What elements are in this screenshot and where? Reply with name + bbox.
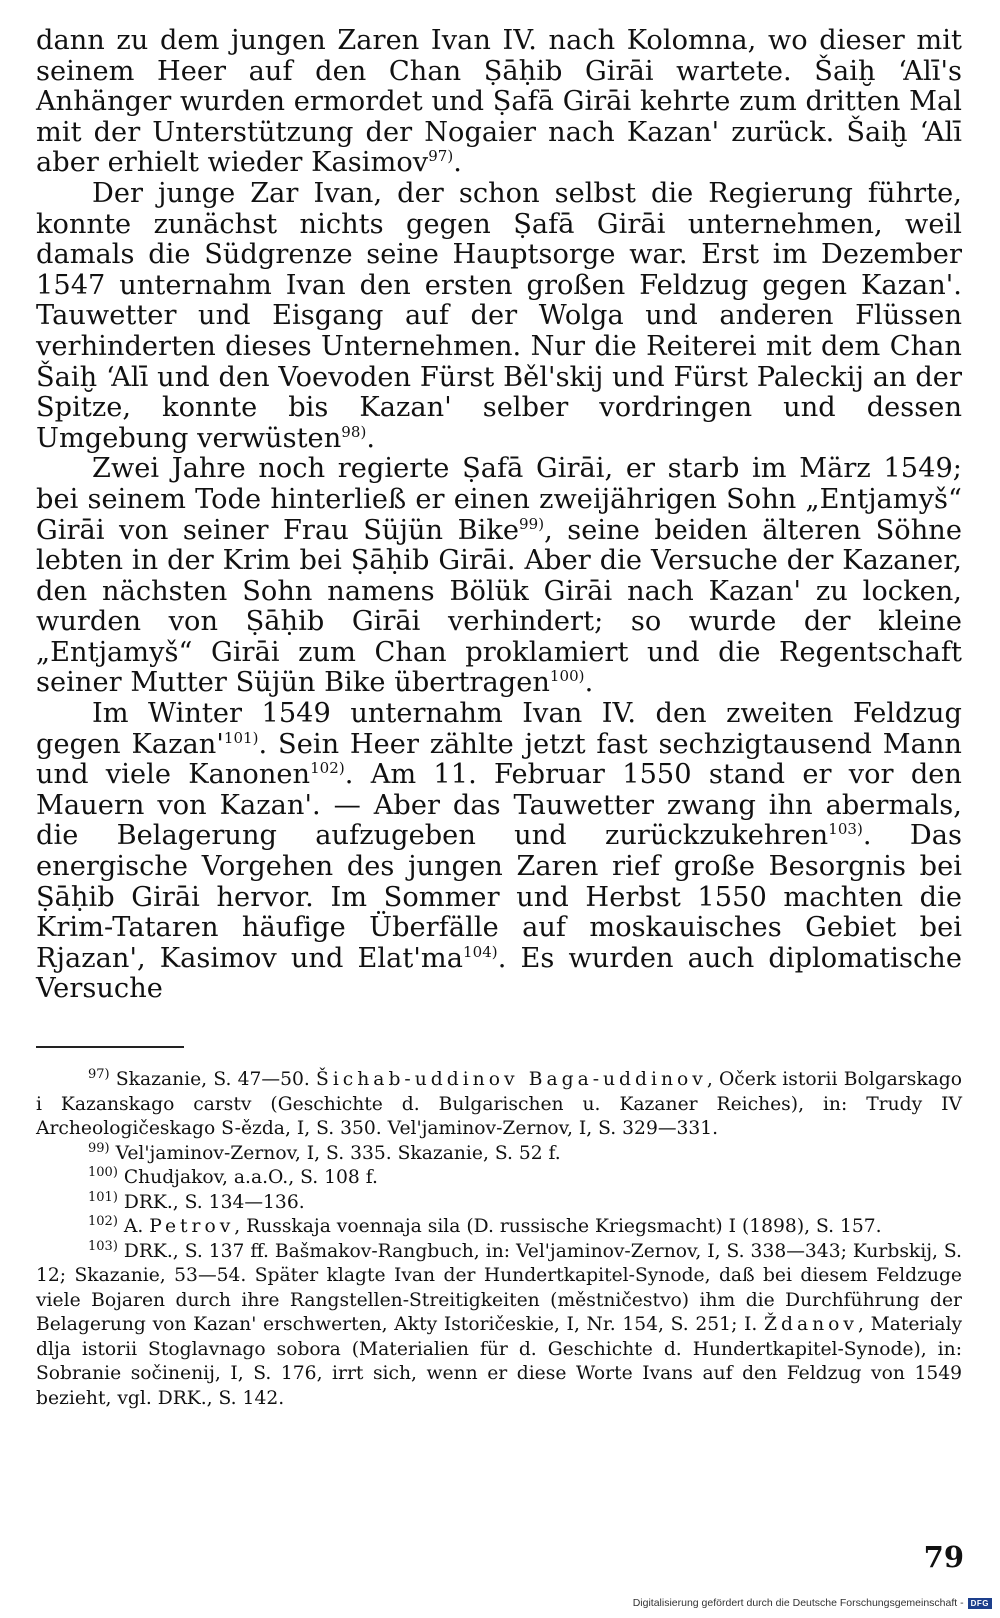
text-segment: Vel'jaminov-Zernov, I, S. 335. Skazanie, S. 52 f.	[109, 1142, 561, 1164]
footnote-100	[36, 1166, 962, 1191]
footnote-ref: 104)	[463, 942, 498, 961]
text-segment: .	[584, 667, 594, 699]
text-segment: , Materialy dlja istorii Stoglavnago sobora (Materialien für d. Geschichte d. Hundertkapitel-Synode), in: Sobranie sočinenij, I, S. 176, irrt sich, wenn er diese Worte Ivans auf den Feldzug von 1549 bezieht, vgl. DRK., S. 142.	[36, 1314, 963, 1409]
page-number: 79	[923, 1540, 964, 1574]
footnote-103	[36, 1240, 962, 1412]
footnote-number: 103)	[88, 1238, 118, 1254]
footnote-number: 102)	[88, 1213, 118, 1229]
footnote-number: 97)	[88, 1066, 110, 1082]
text-segment: Chudjakov, a.a.O., S. 108 f.	[117, 1167, 378, 1188]
text-segment: . Sein Heer zählte jetzt fast sechzigtausend Mann und viele Kanonen	[36, 728, 962, 791]
text-segment: DRK., S. 134—136.	[117, 1191, 305, 1213]
text-segment: .	[453, 147, 462, 179]
digitization-credit	[633, 1597, 992, 1609]
text-segment: dann zu dem jungen Zaren Ivan IV. nach Kolomna, wo dieser mit seinem Heer auf den Chan Ṣāḥib Girāi wartete. Šaiḫ ‘Alī's Anhänger wurden ermordet und Ṣafā Girāi kehrte zum dritten Mal mit der Unterstützung der Nogaier nach Kazan' zurück. Šaiḫ ‘Alī aber erhielt wieder Kasimov	[36, 25, 963, 179]
footnote-ref: 99)	[519, 514, 545, 533]
text-segment: , Očerk istorii Bolgarskago i Kazanskago carstv (Geschichte d. Bulgarischen u. Kazaner Reiches), in: Trudy IV Archeologičeskago S-ězda, I, S. 350. Vel'jaminov-Zernov, I, S. 329—331.	[36, 1069, 962, 1139]
footnote-101	[36, 1191, 962, 1216]
text-segment: , Russkaja voennaja sila (D. russische Kriegsmacht) I (1898), S. 157.	[234, 1216, 882, 1237]
author-name: Ždanov	[764, 1314, 858, 1335]
dfg-logo-icon: DFG	[968, 1598, 992, 1609]
text-segment: . Es wurden auch diplomatische Versuche	[36, 942, 962, 1005]
text-segment: . Am 11. Februar 1550 stand er vor den Mauern von Kazan'. — Aber das Tauwetter zwang ihn abermals, die Belagerung aufzugeben und zurückzukehren	[36, 759, 962, 852]
text-segment: , seine beiden älteren Söhne lebten in der Krim bei Ṣāḥib Girāi. Aber die Versuche der Kazaner, den nächsten Sohn namens Bölük Girāi nach Kazan' zu locken, wurden von Ṣāḥib Girāi verhindert; so wurde der kleine „Entjamyš“ Girāi zum Chan proklamiert und die Regentschaft seiner Mutter Süjün Bike übertragen	[36, 514, 962, 699]
author-name: Šichab-uddinov Baga-uddinov	[316, 1069, 707, 1090]
footnote-number: 100)	[88, 1164, 118, 1180]
text-segment: Zwei Jahre noch regierte Ṣafā Girāi, er starb im März 1549; bei seinem Tode hinterließ er einen zweijährigen Sohn „Entjamyš“ Girāi von seiner Frau Süjün Bike	[36, 453, 962, 546]
footnote-separator	[36, 1046, 184, 1048]
main-text	[36, 26, 962, 1005]
footnote-ref: 100)	[549, 667, 585, 686]
author-name: Petrov	[149, 1216, 235, 1237]
text-segment: Im Winter 1549 unternahm Ivan IV. den zweiten Feldzug gegen Kazan'	[36, 698, 962, 760]
text-segment: DRK., S. 137 ff. Bašmakov-Rangbuch, in: Vel'jaminov-Zernov, I, S. 338—343; Kurbskij, S. 12; Skazanie, 53—54. Später klagte Ivan der Hundertkapitel-Synode, daß bei diesem Feldzuge viele Bojaren durch ihre Rangstellen-Streitigkeiten (městničestvo) ihm die Durchführung der Belagerung von Kazan' erschwerten, Akty Istoričeskie, I, Nr. 154, S. 251; I.	[36, 1240, 962, 1335]
page	[36, 26, 962, 1411]
footnote-99	[36, 1142, 962, 1167]
paragraph-3	[36, 454, 962, 699]
footnote-ref: 102)	[310, 759, 345, 778]
paragraph-2	[36, 179, 962, 454]
footnote-ref: 101)	[223, 728, 259, 747]
footnote-number: 99)	[88, 1140, 110, 1156]
text-segment: A.	[117, 1216, 150, 1237]
paragraph-4	[36, 699, 962, 1005]
footnote-ref: 97)	[428, 147, 454, 166]
footnotes	[36, 1068, 962, 1411]
footnote-ref: 103)	[828, 820, 863, 839]
text-segment: .	[366, 422, 376, 454]
text-segment: . Das energische Vorgehen des jungen Zaren rief große Besorgnis bei Ṣāḥib Girāi hervor. Im Sommer und Herbst 1550 machten die Krim-Tataren häufige Überfälle auf moskauisches Gebiet bei Rjazan', Kasimov und Elat'ma	[36, 820, 962, 974]
footnote-97	[36, 1068, 962, 1142]
text-segment: Skazanie, S. 47—50.	[109, 1069, 317, 1090]
footnote-number: 101)	[88, 1189, 118, 1205]
text-segment: Der junge Zar Ivan, der schon selbst die Regierung führte, konnte zunächst nichts gegen Ṣafā Girāi unternehmen, weil damals die Südgrenze seine Hauptsorge war. Erst im Dezember 1547 unternahm Ivan den ersten großen Feldzug gegen Kazan'. Tauwetter und Eisgang auf der Wolga und anderen Flüssen verhinderten dieses Unternehmen. Nur die Reiterei mit dem Chan Šaiḫ ‘Alī und den Voevoden Fürst Běl'skij und Fürst Paleckij an der Spitze, konnte bis Kazan' selber vordringen und dessen Umgebung verwüsten	[36, 177, 962, 454]
footnote-ref: 98)	[341, 422, 367, 441]
footnote-102	[36, 1215, 962, 1240]
credit-text: Digitalisierung gefördert durch die Deutsche Forschungsgemeinschaft -	[632, 1597, 964, 1609]
paragraph-1	[36, 26, 962, 179]
